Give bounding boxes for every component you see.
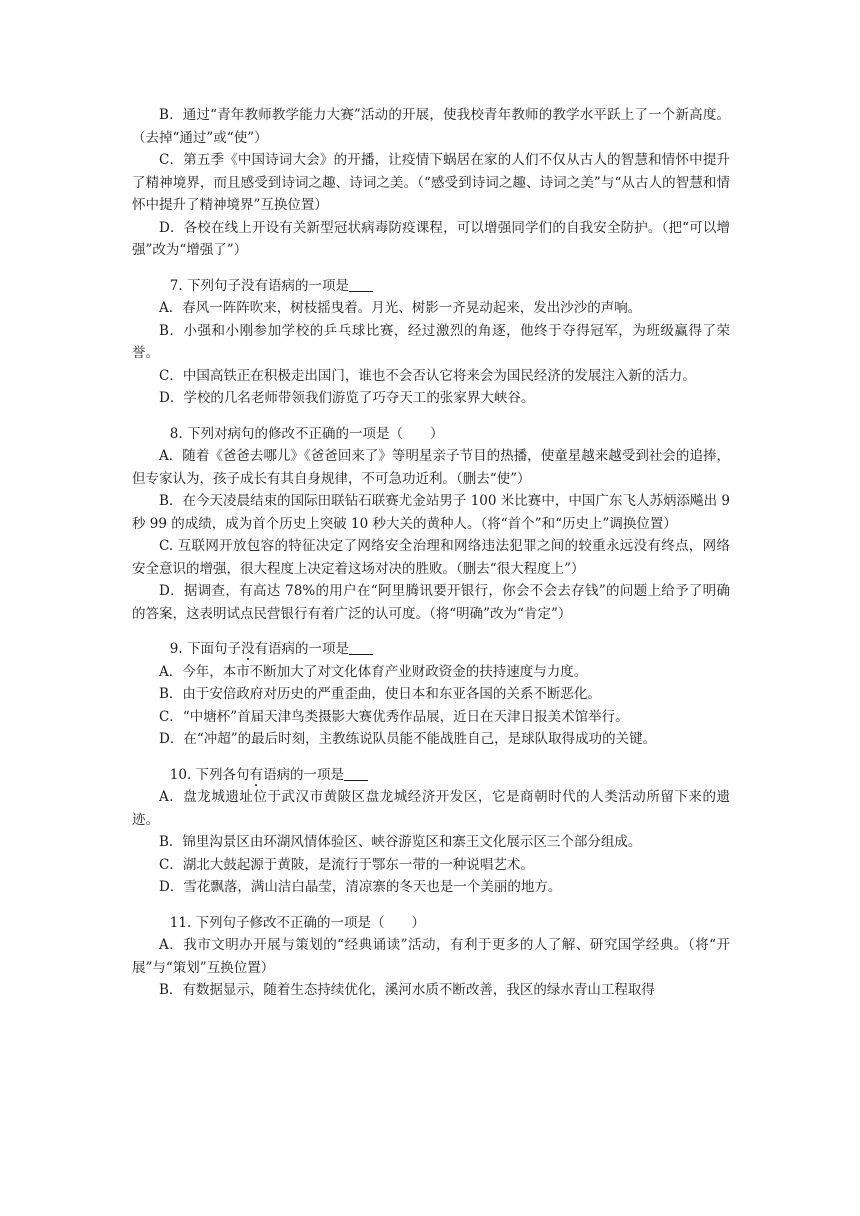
q9-option-a: A．今年，本市不断加大了对文化体育产业财政资金的扶持速度与力度。 <box>159 663 588 680</box>
question-7 <box>132 275 730 410</box>
q7-stem-text: 7. 下列句子没有语病的一项是 <box>169 277 349 294</box>
q11-stem: 11. 下列句子修改不正确的一项是（ ） <box>169 914 426 931</box>
q9-option-b: B．由于安倍政府对历史的严重歪曲，使日本和东亚各国的关系不断恶化。 <box>159 686 601 702</box>
q11-option-a: A．我市文明办开展与策划的“经典诵读”活动，有利于更多的人了解、研究国学经典。（将“开展”与“策划”互换位置） <box>132 937 730 976</box>
question-9 <box>132 638 730 751</box>
q10-emphasis-char: 有 <box>249 766 264 783</box>
q9-option-d: D．在“冲超”的最后时刻，主教练说队员能不能战胜自己，是球队取得成功的关键。 <box>159 731 657 747</box>
q8-stem: 8. 下列对病句的修改不正确的一项是（ ） <box>169 425 444 442</box>
q9-stem <box>132 638 730 661</box>
q9-option-c: C．“中塘杯”首届天津鸟类摄影大赛优秀作品展，近日在天津日报美术馆举行。 <box>159 708 629 725</box>
question-8 <box>132 423 730 626</box>
q10-option-c: C．湖北大鼓起源于黄陂，是流行于鄂东一带的一种说唱艺术。 <box>159 856 534 873</box>
q9-stem-pre: 9. 下面句子 <box>169 641 241 657</box>
q10-option-b: B．锦里沟景区由环湖风情体验区、峡谷游览区和寨王文化展示区三个部分组成。 <box>159 834 642 850</box>
question-10 <box>132 764 730 899</box>
q8-option-b: B．在今天凌晨结束的国际田联钻石联赛尤金站男子 100 米比赛中，中国广东飞人苏炳添飚出 9 秒 99 的成绩，成为首个历史上突破 10 秒大关的黄种人。（将“首个”和“历史上”调换位置） <box>132 493 730 532</box>
q8-option-a: A．随着《爸爸去哪儿》《爸爸回来了》等明星亲子节目的热播，使童星越来越受到社会的追捧，但专家认为，孩子成长有其自身规律，不可急功近利。（删去“使”） <box>132 448 730 487</box>
q6-option-d: D．各校在线上开设有关新型冠状病毒防疫课程，可以增强同学们的自我安全防护。（把“可以增强”改为“增强了”） <box>132 219 730 258</box>
question-11 <box>132 912 730 1002</box>
answer-blank <box>344 766 368 781</box>
q10-option-d: D．雪花飘落，满山洁白晶莹，清凉寨的冬天也是一个美丽的地方。 <box>159 879 562 895</box>
q10-stem-post: 语病的一项是 <box>263 766 345 783</box>
q6-option-c: C．第五季《中国诗词大会》的开播，让疫情下蜗居在家的人们不仅从古人的智慧和情怀中提升了精神境界，而且感受到诗词之趣、诗词之美。（“感受到诗词之趣、诗词之美”与“从古人的智慧和情怀中提升了精神境界”互换位置） <box>132 152 730 213</box>
answer-blank <box>349 640 373 655</box>
q7-stem <box>132 275 730 298</box>
q8-option-c: C. 互联网开放包容的特征决定了网络安全治理和网络违法犯罪之间的较重永远没有终点，网络安全意识的增强，很大程度上决定着这场对决的胜败。（删去“很大程度上”） <box>132 538 730 577</box>
q10-option-a: A．盘龙城遗址位于武汉市黄陂区盘龙城经济开发区，它是商朝时代的人类活动所留下来的遗迹。 <box>132 789 730 828</box>
q10-stem-pre: 10. 下列各句 <box>169 766 250 783</box>
q11-option-b: B．有数据显示，随着生态持续优化，溪河水质不断改善，我区的绿水青山工程取得 <box>159 982 655 998</box>
q10-stem <box>132 764 730 787</box>
q9-emphasis-char: 没 <box>240 641 255 657</box>
q7-option-d: D．学校的几名老师带领我们游览了巧夺天工的张家界大峡谷。 <box>159 390 535 406</box>
q7-option-c: C．中国高铁正在积极走出国门，谁也不会否认它将来会为国民经济的发展注入新的活力。 <box>159 367 696 384</box>
question-6-options <box>132 104 730 262</box>
document-content <box>132 104 730 1002</box>
q8-option-d: D．据调查，有高达 78%的用户在“阿里腾讯要开银行，你会不会去存钱”的问题上给予了明确的答案，这表明试点民营银行有着广泛的认可度。（将“明确”改为“肯定”） <box>132 583 730 622</box>
q9-stem-post: 有语病的一项是 <box>254 641 349 657</box>
q7-option-b: B．小强和小刚参加学校的乒乓球比赛，经过激烈的角逐，他终于夺得冠军，为班级赢得了荣誉。 <box>132 322 730 361</box>
answer-blank <box>349 277 373 292</box>
q7-option-a: A．春风一阵阵吹来，树枝摇曳着。月光、树影一齐晃动起来，发出沙沙的声响。 <box>159 300 642 316</box>
q6-option-b: B．通过“青年教师教学能力大赛”活动的开展，使我校青年教师的教学水平跃上了一个新高度。（去掉“通过”或“使”） <box>132 107 730 146</box>
